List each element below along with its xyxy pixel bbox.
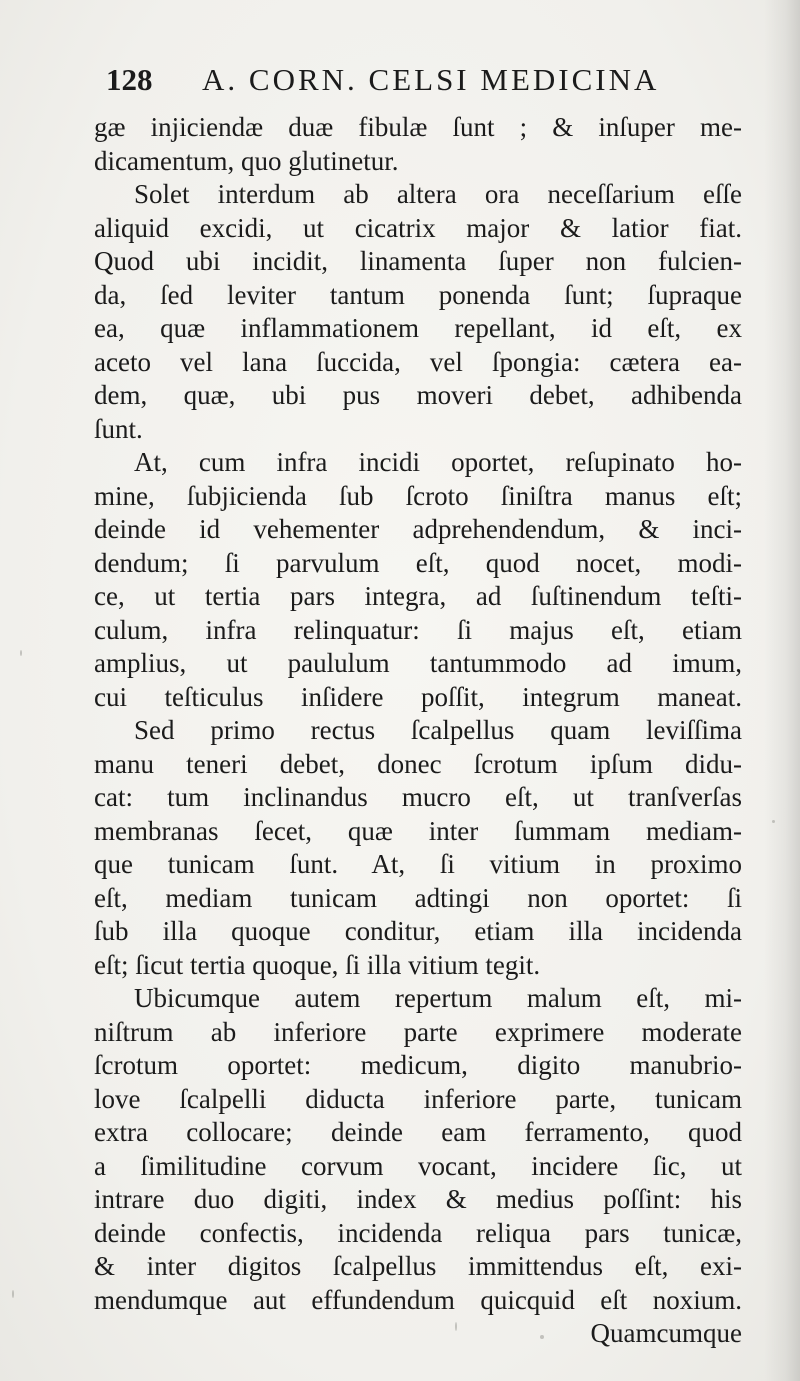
text-line: mine, ſubjicienda ſub ſcroto ſiniſtra manus eſt;	[94, 480, 742, 511]
page-edge-shadow	[764, 0, 800, 1381]
text-line: amplius, ut paululum tantummodo ad imum,	[94, 648, 742, 678]
body-text	[94, 111, 742, 1351]
text-line: eſt, mediam tunicam adtingi non oportet: ſi	[94, 882, 742, 913]
text-line: ſcrotum oportet: medicum, digito manubrio-	[94, 1050, 742, 1080]
paragraph-first-line: Sed primo rectus ſcalpellus quam leviſſima	[134, 715, 742, 745]
text-line: dicamentum, quo glutinetur.	[94, 145, 399, 176]
running-head	[106, 62, 686, 102]
text-line: cat: tum inclinandus mucro eſt, ut tranſverſas	[94, 782, 742, 812]
text-line: manu teneri debet, donec ſcrotum ipſum didu-	[94, 748, 742, 779]
text-line: ſub illa quoque conditur, etiam illa incidenda	[94, 916, 742, 946]
text-line: niſtrum ab inferiore parte exprimere moderate	[94, 1016, 742, 1047]
text-line: intrare duo digiti, index & medius poſſint: his	[94, 1184, 742, 1214]
text-line: Quod ubi incidit, linamenta ſuper non fulcien-	[94, 246, 742, 276]
text-line: cui teſticulus inſidere poſſit, integrum maneat.	[94, 681, 742, 712]
text-line: aceto vel lana ſuccida, vel ſpongia: cætera ea-	[94, 346, 742, 377]
text-line: dem, quæ, ubi pus moveri debet, adhibenda	[94, 380, 742, 410]
paragraph-first-line: Ubicumque autem repertum malum eſt, mi-	[134, 983, 742, 1013]
paragraph-first-line: Solet interdum ab altera ora neceſſarium eſſe	[134, 179, 742, 209]
text-line: & inter digitos ſcalpellus immittendus eſt, exi-	[94, 1251, 742, 1281]
catchword: Quamcumque	[590, 1318, 742, 1348]
text-line: ea, quæ inflammationem repellant, id eſt, ex	[94, 313, 742, 343]
text-line: que tunicam ſunt. At, ſi vitium in proximo	[94, 849, 742, 879]
text-line: aliquid excidi, ut cicatrix major & latior fiat.	[94, 212, 742, 243]
text-line: a ſimilitudine corvum vocant, incidere ſic, ut	[94, 1150, 742, 1181]
text-line: ce, ut tertia pars integra, ad ſuſtinendum teſti-	[94, 581, 742, 611]
text-line: eſt; ſicut tertia quoque, ſi illa vitium tegit.	[94, 949, 541, 980]
text-line: gæ injiciendæ duæ fibulæ ſunt ; & inſuper me-	[94, 112, 742, 142]
text-line: culum, infra relinquatur: ſi majus eſt, etiam	[94, 614, 742, 645]
text-line: da, ſed leviter tantum ponenda ſunt; ſupraque	[94, 279, 742, 310]
text-line: love ſcalpelli diducta inferiore parte, tunicam	[94, 1083, 742, 1114]
text-line: mendumque aut effundendum quicquid eſt noxium.	[94, 1284, 742, 1315]
text-line: deinde id vehementer adprehendendum, & inci-	[94, 514, 742, 544]
text-line: extra collocare; deinde eam ferramento, quod	[94, 1117, 742, 1147]
text-line: membranas ſecet, quæ inter ſummam mediam-	[94, 815, 742, 846]
text-line: ſunt.	[94, 413, 143, 444]
running-title: A. CORN. CELSI MEDICINA	[202, 62, 660, 97]
text-line: dendum; ſi parvulum eſt, quod nocet, modi-	[94, 547, 742, 578]
text-line: deinde confectis, incidenda reliqua pars tunicæ,	[94, 1217, 742, 1248]
page-number: 128	[106, 62, 153, 97]
paragraph-first-line: At, cum infra incidi oportet, reſupinato ho-	[134, 447, 742, 477]
